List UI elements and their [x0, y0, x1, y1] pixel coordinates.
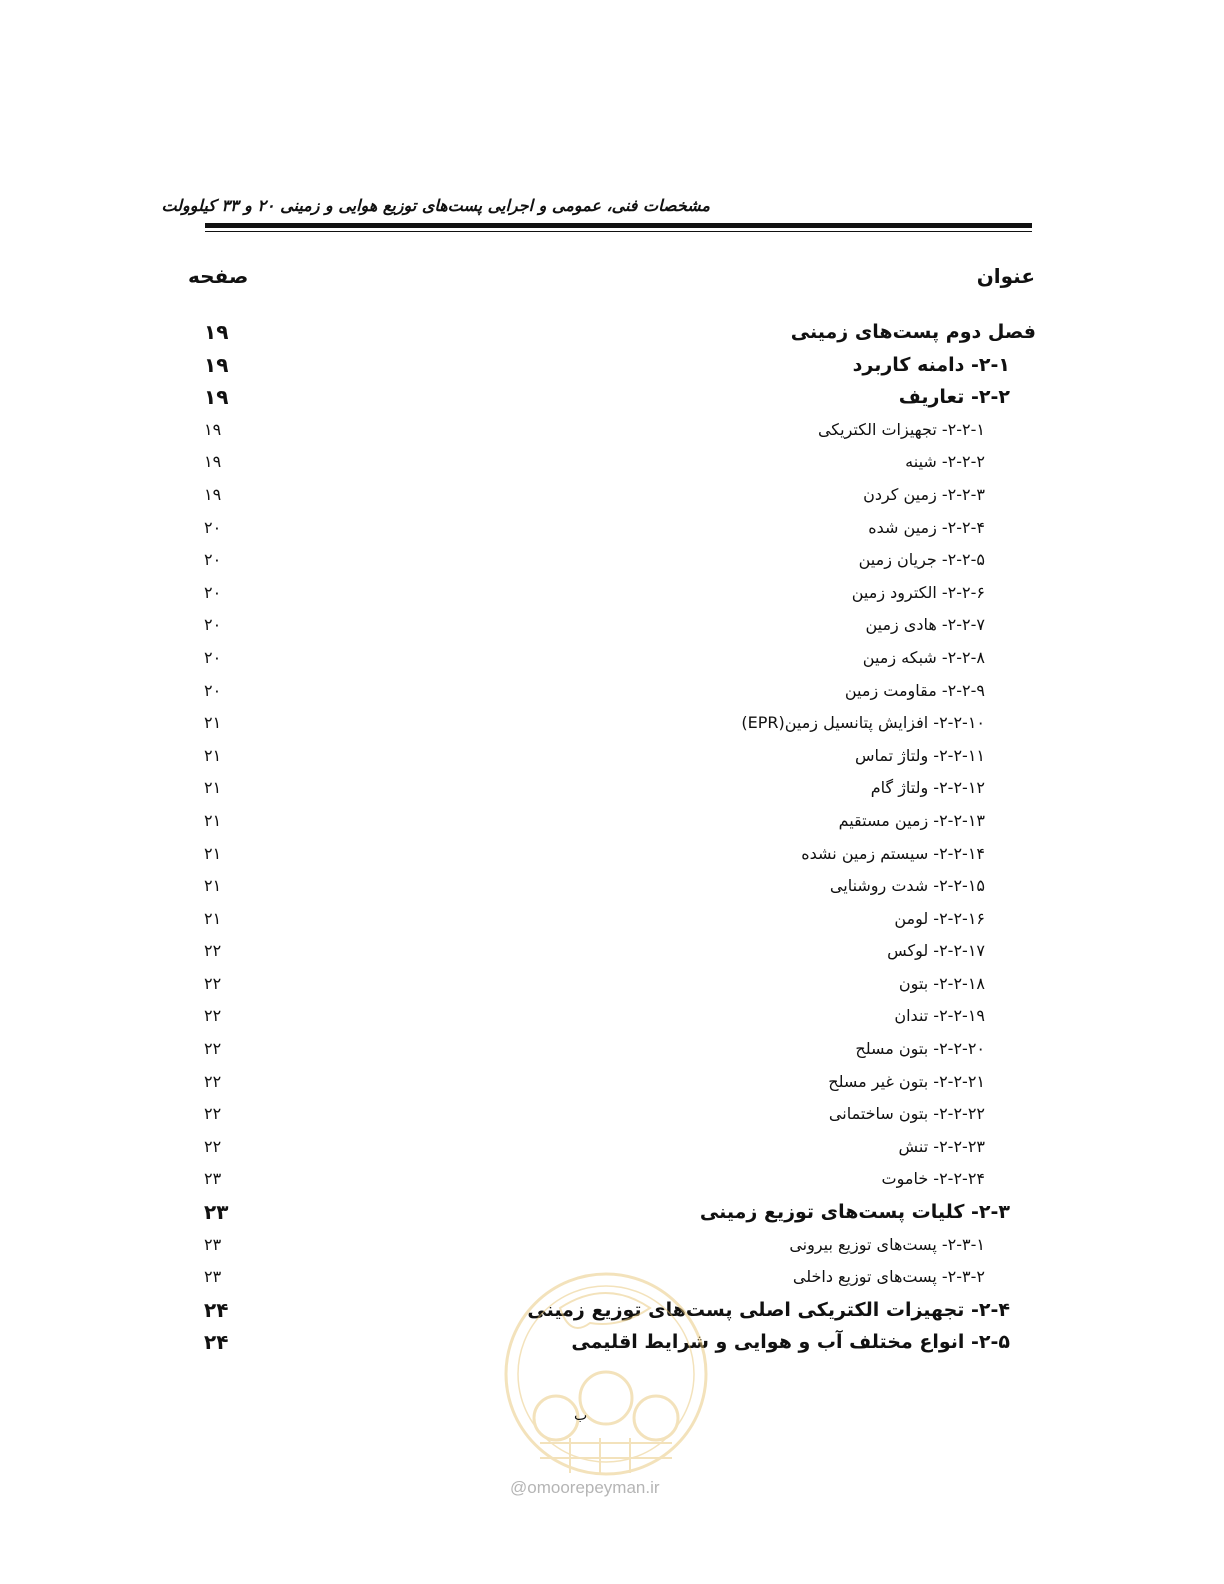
toc-entry-label: ۲-۴- تجهیزات الکتریکی اصلی پست‌های توزیع زمینی — [527, 1298, 1010, 1321]
toc-entry-page-number: ۲۰ — [204, 680, 222, 700]
page-letter: ب — [574, 1408, 588, 1424]
toc-entry-label: ۲-۳-۱- پست‌های توزیع بیرونی — [789, 1234, 985, 1254]
table-of-contents — [190, 316, 1040, 1359]
toc-entry-label: ۲-۲-۱۳- زمین مستقیم — [838, 810, 985, 830]
toc-entry-label: ۲-۲-۱۶- لومن — [894, 908, 985, 928]
toc-entry-page-number: ۲۰ — [204, 615, 222, 635]
header-rule-thin — [205, 231, 1032, 232]
toc-entry-page-number: ۲۳ — [204, 1169, 222, 1189]
toc-entry-page-number: ۲۲ — [204, 1071, 222, 1091]
toc-entry-label: ۲-۱- دامنه کاربرد — [852, 353, 1010, 376]
toc-row — [190, 479, 1040, 512]
toc-row — [190, 642, 1040, 675]
toc-entry-page-number: ۲۱ — [204, 713, 222, 733]
toc-row — [190, 544, 1040, 577]
toc-row — [190, 414, 1040, 447]
toc-entry-page-number: ۲۲ — [204, 973, 222, 993]
toc-row — [190, 740, 1040, 773]
toc-entry-label: ۲-۵- انواع مختلف آب و هوایی و شرایط اقلیمی — [571, 1331, 1010, 1354]
toc-entry-page-number: ۱۹ — [204, 419, 222, 439]
toc-entry-label: ۲-۲-۵- جریان زمین — [858, 550, 985, 570]
toc-entry-label: ۲-۲-۱۱- ولتاژ تماس — [854, 745, 985, 765]
toc-entry-page-number: ۲۰ — [204, 550, 222, 570]
toc-entry-label: ۲-۲-۸- شبکه زمین — [862, 647, 985, 667]
toc-row — [190, 1000, 1040, 1033]
toc-entry-page-number: ۲۱ — [204, 843, 222, 863]
toc-entry-label: ۲-۲-۹- مقاومت زمین — [844, 680, 985, 700]
toc-row — [190, 1131, 1040, 1164]
toc-entry-label: ۲-۲-۲۲- بتون ساختمانی — [828, 1104, 985, 1124]
toc-row — [190, 512, 1040, 545]
toc-entry-page-number: ۲۰ — [204, 647, 222, 667]
watermark-url: @omoorepeyman.ir — [510, 1478, 660, 1497]
toc-entry-label: ۲-۲-۷- هادی زمین — [865, 615, 985, 635]
toc-entry-label: ۲-۲-۱۷- لوکس — [887, 941, 985, 961]
toc-entry-page-number: ۲۳ — [204, 1200, 229, 1225]
toc-entry-page-number: ۱۹ — [204, 484, 222, 504]
toc-entry-page-number: ۱۹ — [204, 352, 229, 377]
toc-row — [190, 577, 1040, 610]
toc-entry-page-number: ۱۹ — [204, 385, 229, 410]
toc-entry-label: ۲-۲-۲۰- بتون مسلح — [855, 1039, 985, 1059]
toc-row — [190, 1163, 1040, 1196]
toc-entry-label: ۲-۲-۳- زمین کردن — [863, 484, 985, 504]
toc-entry-label: ۲-۲-۴- زمین شده — [868, 517, 985, 537]
toc-row — [190, 968, 1040, 1001]
toc-row — [190, 381, 1040, 414]
toc-row — [190, 675, 1040, 708]
toc-row — [190, 1066, 1040, 1099]
column-heading-title: عنوان — [976, 264, 1035, 288]
toc-entry-label: ۲-۲-۶- الکترود زمین — [851, 582, 985, 602]
toc-entry-label: ۲-۲-۱۵- شدت روشنایی — [829, 876, 985, 896]
toc-row — [190, 838, 1040, 871]
toc-row — [190, 903, 1040, 936]
toc-entry-label: ۲-۲-۱۲- ولتاژ گام — [870, 778, 985, 798]
toc-row — [190, 1033, 1040, 1066]
toc-row — [190, 349, 1040, 382]
toc-entry-page-number: ۲۳ — [204, 1234, 222, 1254]
toc-entry-page-number: ۲۲ — [204, 1104, 222, 1124]
toc-entry-page-number: ۲۳ — [204, 1267, 222, 1287]
toc-row — [190, 1196, 1040, 1229]
toc-entry-page-number: ۲۱ — [204, 778, 222, 798]
toc-entry-page-number: ۱۹ — [204, 452, 222, 472]
toc-entry-label: ۲-۲-۲۱- بتون غیر مسلح — [828, 1071, 985, 1091]
toc-entry-page-number: ۲۰ — [204, 582, 222, 602]
toc-entry-page-number: ۲۱ — [204, 810, 222, 830]
toc-entry-label: ۲-۳- کلیات پست‌های توزیع زمینی — [699, 1201, 1010, 1224]
toc-entry-label: ۲-۲-۱۹- تندان — [894, 1006, 985, 1026]
toc-entry-label: ۲-۲-۱۸- بتون — [898, 973, 985, 993]
toc-entry-label: ۲-۲-۱۴- سیستم زمین نشده — [801, 843, 985, 863]
toc-entry-label: ۲-۲-۲- شینه — [905, 452, 985, 472]
toc-row — [190, 870, 1040, 903]
toc-entry-label: ۲-۲-۱- تجهیزات الکتریکی — [817, 419, 985, 439]
toc-entry-page-number: ۲۲ — [204, 941, 222, 961]
toc-entry-page-number: ۲۱ — [204, 876, 222, 896]
toc-entry-page-number: ۲۱ — [204, 908, 222, 928]
toc-entry-label: ۲-۲-۲۳- تنش — [898, 1136, 985, 1156]
toc-row — [190, 935, 1040, 968]
toc-entry-label: فصل دوم پست‌های زمینی — [790, 321, 1036, 343]
toc-entry-page-number: ۲۴ — [204, 1330, 229, 1355]
publisher-stamp-watermark — [500, 1268, 712, 1480]
toc-row — [190, 772, 1040, 805]
toc-entry-label: ۲-۲-۱۰- افزایش پتانسیل زمین(EPR) — [741, 713, 985, 733]
toc-entry-label: ۲-۲- تعاریف — [898, 386, 1010, 409]
toc-row — [190, 446, 1040, 479]
toc-entry-page-number: ۲۱ — [204, 745, 222, 765]
toc-row — [190, 609, 1040, 642]
toc-entry-page-number: ۲۲ — [204, 1136, 222, 1156]
toc-entry-label: ۲-۳-۲- پست‌های توزیع داخلی — [792, 1267, 985, 1287]
toc-entry-page-number: ۲۲ — [204, 1006, 222, 1026]
toc-row — [190, 1098, 1040, 1131]
toc-entry-page-number: ۲۴ — [204, 1297, 229, 1322]
toc-row — [190, 707, 1040, 740]
document-header-title: مشخصات فنی، عمومی و اجرایی پست‌های توزیع هوایی و زمینی ۲۰ و ۳۳ کیلوولت — [161, 196, 710, 215]
header-rule-thick — [205, 223, 1032, 228]
toc-row — [190, 316, 1040, 349]
column-heading-page: صفحه — [188, 264, 249, 288]
toc-entry-page-number: ۲۲ — [204, 1039, 222, 1059]
toc-row — [190, 1229, 1040, 1262]
toc-entry-label: ۲-۲-۲۴- خاموت — [881, 1169, 985, 1189]
toc-entry-page-number: ۱۹ — [204, 320, 229, 344]
toc-entry-page-number: ۲۰ — [204, 517, 222, 537]
toc-row — [190, 805, 1040, 838]
